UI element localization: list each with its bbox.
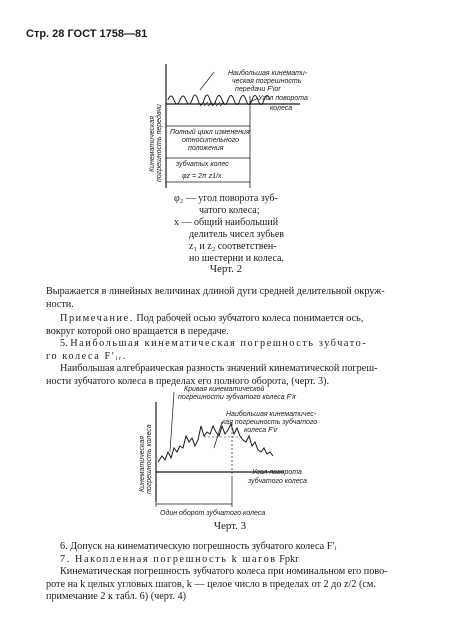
fig2-label-max-2: ческая погрешность — [232, 78, 302, 85]
item7-title-text: 7. Накопленная погрешность k шагов — [60, 553, 277, 565]
legend-line: но шестерни и колеса. — [189, 253, 284, 264]
fig3-leader-max — [214, 422, 222, 448]
fig3-label-rotation-2: зубчатого колеса — [248, 478, 307, 485]
fig2-y-label-2: погрешность передачи — [156, 104, 163, 182]
legend-line: делитель чисел зубьев — [189, 229, 285, 240]
item5-number: 5. — [60, 338, 68, 349]
fig2-label-teeth: зубчатых колес — [176, 161, 229, 168]
fig3-y-label-1: Кинематическая — [139, 436, 146, 492]
item5-desc-cont: ности зубчатого колеса в пределах его полного оборота, (черт. 3). — [46, 375, 330, 387]
legend-line: φ₂ — угол поворота зуб- — [174, 193, 278, 204]
figure-3 — [134, 382, 354, 532]
item7-desc: Кинематическая погрешность зубчатого колеса при номинальном его пово- — [60, 566, 388, 577]
note-heading: Примечание. — [60, 313, 134, 324]
fig3-label-max-2: кая погрешность зубчатого — [222, 419, 318, 426]
fig2-leader-2 — [250, 98, 258, 102]
fig2-label-cycle-2: относительного — [182, 137, 239, 144]
note-text: Под рабочей осью зубчатого колеса понимается ось, — [133, 313, 364, 324]
item5-desc: Наибольшая алгебраическая разность значений кинематической погреш- — [60, 363, 378, 374]
text-line: Выражается в линейных величинах длиной дуги средней делительной окруж- — [46, 286, 385, 297]
fig2-label-cycle-1: Полный цикл изменения — [170, 129, 250, 136]
fig2-label-rotation-1: Угол поворота — [258, 95, 308, 102]
fig2-label-max-1: Наибольшая кинемати- — [228, 70, 308, 77]
fig3-label-max-3: колеса F'ir — [244, 427, 278, 434]
text-line: вокруг которой оно вращается в передаче. — [46, 325, 229, 337]
fig2-label-rotation-2: колеса — [270, 105, 293, 112]
item7-symbol: Fpkr — [276, 553, 299, 565]
text-block-2 — [46, 541, 426, 604]
fig3-label-turn: Один оборот зубчатого колеса — [160, 510, 266, 517]
fig3-label-curve-1: Кривая кинематической — [184, 386, 265, 393]
item7-desc-cont: примечание 2 к табл. 6) (черт. 4) — [46, 591, 186, 602]
fig2-label-max-3: передачи F'ior — [235, 86, 281, 93]
fig3-y-label-2: погрешность колеса — [146, 424, 153, 494]
fig3-caption: Черт. 3 — [213, 520, 247, 532]
item5-title-cont: го колеса F′ᵢᵣ. — [46, 350, 127, 362]
item6: 6. Допуск на кинематическую погрешность зубчатого колеса F′ᵢ — [60, 541, 337, 552]
text-line: ности. — [46, 298, 74, 310]
fig2-formula: φz = 2π z1/x — [182, 173, 222, 180]
standard-number: ГОСТ 1758—81 — [67, 28, 148, 40]
item5-title-text: Наибольшая кинематическая погрешность зубчато- — [70, 338, 368, 349]
fig2-label-cycle-3: положения — [188, 145, 224, 152]
fig2-y-label-1: Кинематическая — [149, 116, 156, 172]
legend-line: x — общий наибольший — [174, 217, 279, 228]
page-number: Стр. 28 — [26, 28, 65, 40]
fig3-label-rotation-1: Угол поворота — [252, 469, 302, 476]
fig2-legend — [174, 193, 304, 265]
fig2-leader-1 — [200, 72, 214, 90]
text-block-1 — [46, 286, 426, 388]
legend-line: чатого колеса; — [199, 205, 260, 216]
item7-desc-cont: роте на k целых угловых шагов, k — целое число в пределах от 2 до z/2 (см. — [46, 578, 376, 590]
legend-line: z₁ и z₂ соответствен- — [189, 241, 277, 252]
fig3-label-curve-2: погрешности зубчатого колеса F'ir — [178, 394, 297, 401]
page-header — [26, 28, 147, 40]
fig2-caption: Черт. 2 — [209, 263, 243, 275]
fig3-label-max-1: Наибольшая кинематичес- — [226, 411, 317, 418]
item5-title — [46, 338, 426, 351]
note-paragraph — [46, 313, 426, 326]
fig3-leader-curve — [170, 392, 174, 452]
item7-title — [46, 554, 426, 567]
